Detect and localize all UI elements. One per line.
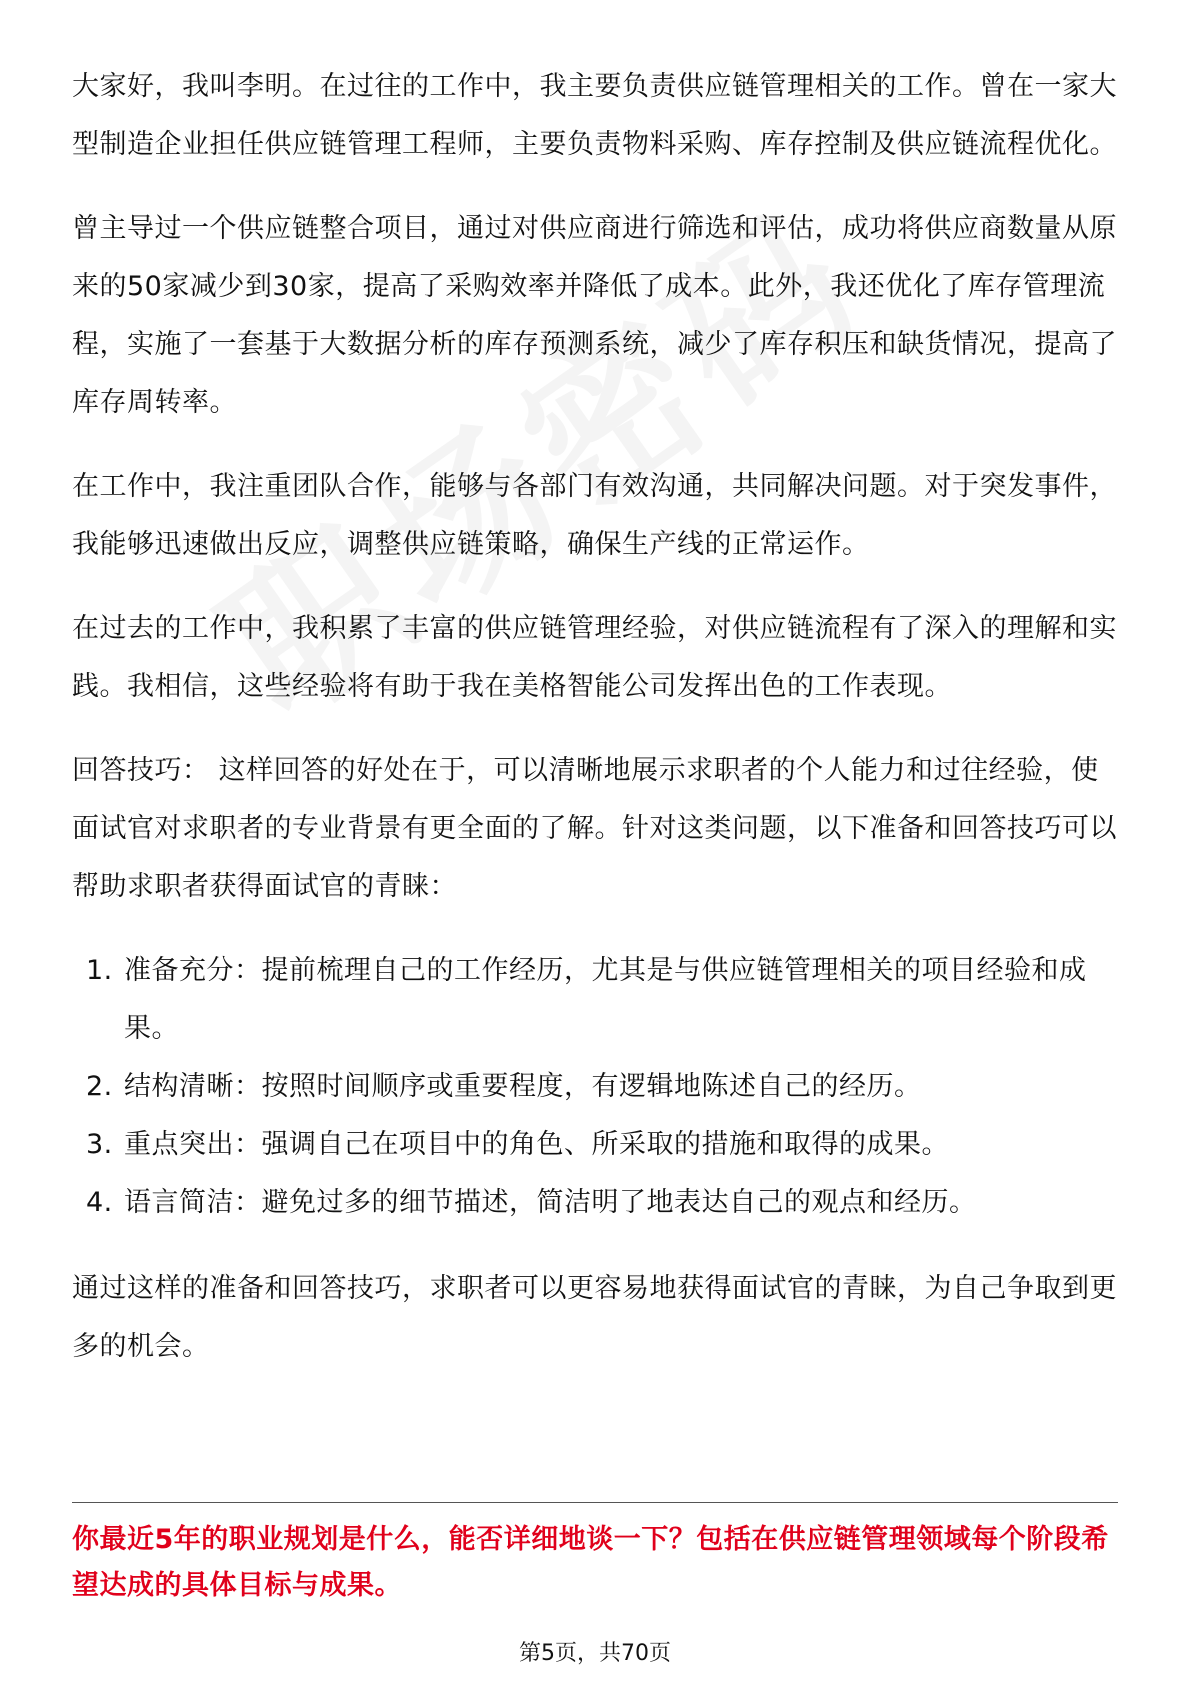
list-item-text: 语言简洁：避免过多的细节描述，简洁明了地表达自己的观点和经历。	[124, 1187, 977, 1218]
teamwork-paragraph: 在工作中，我注重团队合作，能够与各部门有效沟通，共同解决问题。对于突发事件，我能够迅速做出反应，调整供应链策略，确保生产线的正常运作。	[72, 471, 1117, 560]
list-item	[72, 1174, 1118, 1232]
project-paragraph: 曾主导过一个供应链整合项目，通过对供应商进行筛选和评估，成功将供应商数量从原来的50家减少到30家，提高了采购效率并降低了成本。此外，我还优化了库存管理流程，实施了一套基于大数据分析的库存预测系统，减少了库存积压和缺货情况，提高了库存周转率。	[72, 213, 1117, 418]
list-item	[72, 1116, 1118, 1174]
section-divider	[72, 1502, 1118, 1503]
list-item-text: 准备充分：提前梳理自己的工作经历，尤其是与供应链管理相关的项目经验和成果。	[124, 955, 1087, 1044]
closing-paragraph: 通过这样的准备和回答技巧，求职者可以更容易地获得面试官的青睐，为自己争取到更多的机会。	[72, 1273, 1117, 1362]
list-item-text: 结构清晰：按照时间顺序或重要程度，有逻辑地陈述自己的经历。	[124, 1071, 922, 1102]
list-item-number: 1.	[86, 955, 113, 986]
list-item-number: 2.	[86, 1071, 113, 1102]
list-item	[72, 1058, 1118, 1116]
list-item-number: 3.	[86, 1129, 113, 1160]
intro-paragraph: 大家好，我叫李明。在过往的工作中，我主要负责供应链管理相关的工作。曾在一家大型制造企业担任供应链管理工程师，主要负责物料采购、库存控制及供应链流程优化。	[72, 71, 1117, 160]
tips-list	[72, 942, 1118, 1232]
list-item	[72, 942, 1118, 1058]
experience-paragraph: 在过去的工作中，我积累了丰富的供应链管理经验，对供应链流程有了深入的理解和实践。我相信，这些经验将有助于我在美格智能公司发挥出色的工作表现。	[72, 613, 1117, 702]
page-footer: 第5页，共70页	[519, 1641, 671, 1666]
list-item-number: 4.	[86, 1187, 113, 1218]
list-item-text: 重点突出：强调自己在项目中的角色、所采取的措施和取得的成果。	[124, 1129, 949, 1160]
answer-tips-paragraph: 回答技巧： 这样回答的好处在于，可以清晰地展示求职者的个人能力和过往经验，使面试官对求职者的专业背景有更全面的了解。针对这类问题，以下准备和回答技巧可以帮助求职者获得面试官的青睐：	[72, 755, 1117, 902]
next-question-heading: 你最近5年的职业规划是什么，能否详细地谈一下？包括在供应链管理领域每个阶段希望达成的具体目标与成果。	[72, 1524, 1109, 1601]
answer-content	[72, 58, 1118, 1402]
